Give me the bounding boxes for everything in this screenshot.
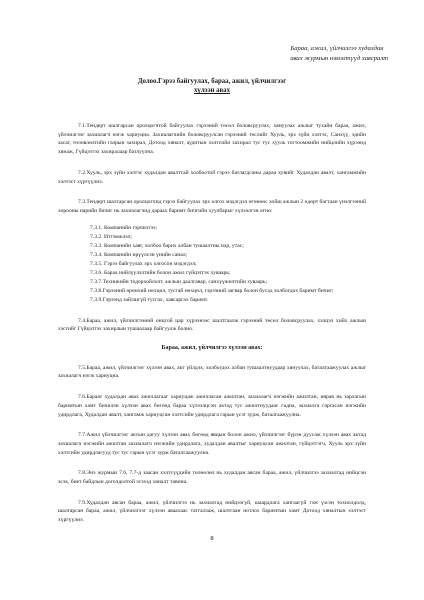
section-heading: Бараа, ажил, үйлчилгээ хүлээн авах: (161, 345, 263, 352)
list-item: 7.3.8.Гэрээний өрөнхий нөхцөл, тусгай нөхцөл, гэрээний загвар болон бусад холбогдох баримт бичиг; (90, 287, 334, 294)
list-item: 7.3.4. Компанийн ирүүлсэн үнийн санал; (90, 251, 188, 258)
list-item: 7.3.1. Компанийн гэрчилгээ; (90, 224, 158, 231)
list-item: 7.3.3. Компанийн хаяг, холбоо барих албан тушаалтны нэр, утас; (90, 242, 244, 249)
list-item: 7.3.7.Техникийн тодорхойлолт, ажлын даалгавар, санхүүжилтийн хуваарь; (90, 278, 268, 285)
chapter-title-line-1: Долоо.Гэрээ байгуулах, бараа, ажил, үйлчилгээг (137, 78, 287, 85)
paragraph-7-3: 7.3.Тендерт шалгарсан оролцогчид гэрээ байгуулах эрх олгох мэдэгдэл өгөнөөс хойш ажлын 2 өдөрт багтаан үнэлгээний хорооны нарийн бичиг нь захиалагчид дараах баримт бичгийн хуулбарыг хүлээлгэн өгнө: (58, 199, 366, 214)
document-body (58, 122, 366, 537)
header-line-1: Бараа, ажил, үйлчилгээ худалдан (290, 45, 384, 52)
paragraph-7-9: 7.9.Худалдан авсан бараа, ажил, үйлчилгээ нь захиалгад нийцээгүй, шаардлага хангаагүй гэж үзсэн тохиолдолд, шалгарсан бараа, ажил, үйлчилгээг хүлээн аваахаас татгалзаж, шалтгаан нотлох баримтын хамт Дотоод хяналтын хэлтэст хүргүүлнэ. (58, 499, 366, 524)
paragraph-7-4: 7.4.Бараа, ажил, үйлчилгээний онцгой цар хүрээнээс шалтгаалж гэрээний төсөл боловсруулах, хэлцэл хийх ажлын хэсгийг Гүйцэтгэх захирлын тушаалаар байгуулж болно. (58, 317, 366, 333)
paragraph-7-8: 7.8.Энэ журмын 7.6, 7.7-д заасан хэлтсүүдийн төлөөлөл нь худалдан авсан бараа, ажил, үйлчилгээ захиалгад нийцсэн эсэх, биет байдлын доголдолтой эсэхэд хяналт тавина. (58, 470, 366, 486)
header-line-2: авах журмын нэмэлтүүд хавсралт (290, 55, 388, 62)
paragraph-7-7: 7.7.Ажил үйлчилгээг актын дагуу хүлээн авах бөгөөд явцын болон ажил, үйлчилгээг бүрэн дуусаж хүлээн авах актад захиалагч нэгжийн ажилтан захиалагч нэгжийн удирдлага, худалдан авалтыг хариуцсан ажилтан, гүйцэтгэгч, Хууль эрх зүйн хэлтсийн удирдлагууд тус тус гарын үсэг зурж баталгаажуулна. (58, 432, 366, 456)
paragraph-7-5: 7.5.Бараа, ажил, үйлчилгээг хүлээн авах, акт үйлдэх, холбогдох албан тушаалтнуудаар хянуулах, баталгаажуулах ажлыг захиалагч нэгж хариуцна. (58, 364, 366, 380)
chapter-title (0, 77, 424, 95)
page-header (290, 44, 388, 64)
paragraph-7-1: 7.1.Тендерт шалгарсан оролцогчтой байгуулах гэрээний төсөл боловсруулах, хянуулах ажлыг тухайн бараа, ажил, үйлчилгээг захиалагч нэгж хариуцна. Захиалагчийн боловсруулсан гэрээний төслийг Хууль, эрх зүйн хэлтэс, Санхүү, эдийн засаг, төлөвлөлтийн газрын захирал, Дотоод хяналт, аудитын хэлтсийн захирал тус тус хууль тогтоомжийн нийцлийн хүрээнд хянаж, Гүйцэтгэх захиралаар батлуулна. (58, 123, 366, 156)
list-item: 7.3.5. Гэрээ байгуулах эрх олгосон мэдэгдэл; (90, 260, 197, 267)
paragraph-7-6: 7.6.Бараат худалдан авах ажиллагааг хариуцаж ажилласан ажилтан, захиалагч нэгжийн ажилтан, нярав нь зарлагын баримтын хамт бичилэн хүлээн авах бөгөөд бараа хүлээлцсэн актад тус ажилтнуудаас гадна, захиалга гаргасан нэгжийн удирдлага, Худалдан авалт, хангамж хариуцсан хэлтсийн удирдлага гарын үсэг зурж, баталгаажуулна. (58, 394, 366, 418)
list-item: 7.3.2. Итгэмжлэл; (90, 233, 132, 240)
list-item: 7.3.6. Бараа нийлүүлэлтийн болон ажил гүйцэтгэх хуваарь; (90, 269, 231, 276)
paragraph-7-2: 7.2.Хууль, эрх зүйн хэлтэс худалдан авалттай холбоотой гэрээ батлагдсаны дараа хувийг Худалдан авалт, хангамжийн хэлтэст хүргүүлнэ. (58, 169, 366, 185)
document-list-7-3 (58, 224, 366, 305)
page-number: 8 (210, 535, 214, 542)
chapter-title-line-2: хүлээн авах (194, 87, 230, 94)
list-item: 7.3.9.Гэрээнд зайлшгүй тусгах, хавсаргах баримт. (90, 296, 209, 303)
